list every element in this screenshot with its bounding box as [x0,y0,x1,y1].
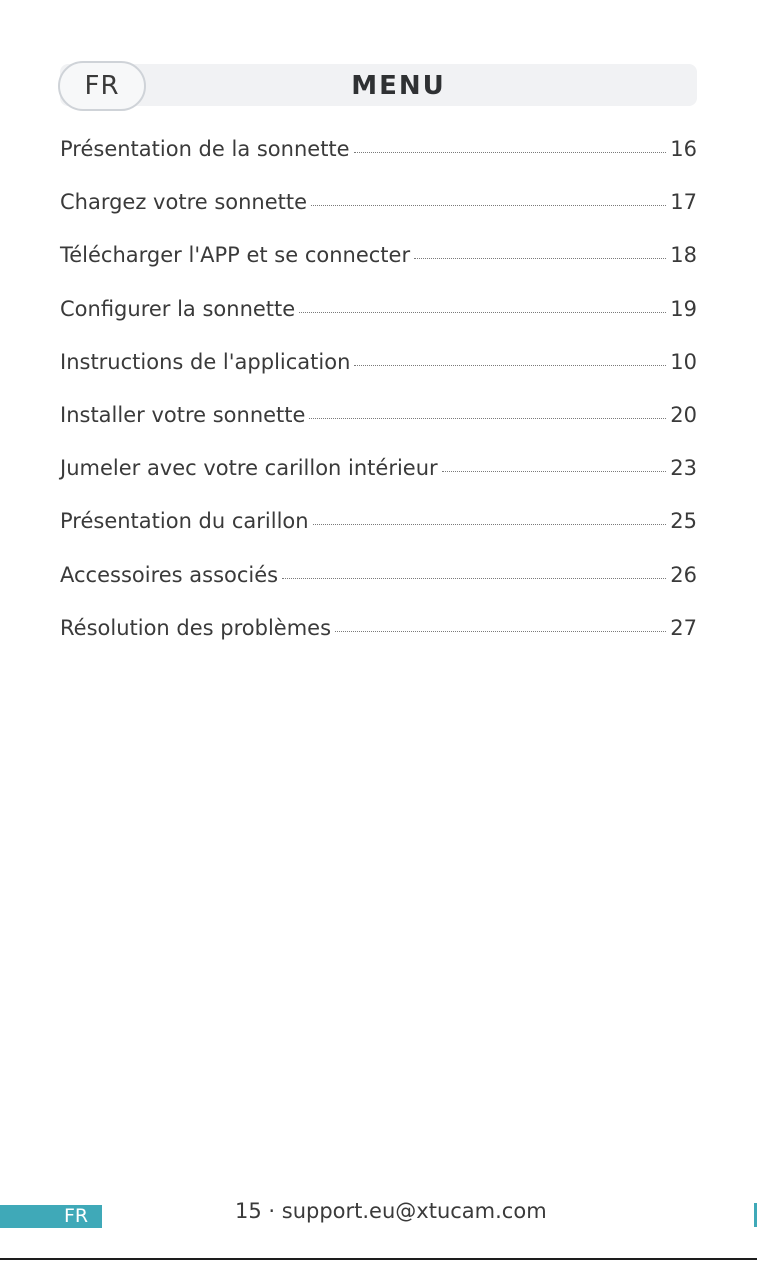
dot-leader [335,631,666,632]
toc-entry-page-number: 26 [670,562,697,587]
toc-entry-page-number: 16 [670,137,697,161]
language-badge-label: FR [84,71,120,101]
toc-entry-label: Chargez votre sonnette [60,190,308,215]
toc-entry-download-app[interactable] [60,243,697,296]
toc-entry-label: Présentation du carillon [60,509,309,534]
toc-entry-label: Résolution des problèmes [60,615,332,640]
toc-entry-configure-doorbell[interactable] [60,297,697,350]
toc-entry-label: Accessoires associés [60,562,279,587]
dot-leader [299,312,666,313]
toc-entry-label: Télécharger l'APP et se connecter [60,243,411,268]
toc-entry-app-instructions[interactable] [60,350,697,403]
toc-entry-page-number: 10 [670,349,697,374]
toc-entry-label: Installer votre sonnette [60,402,306,427]
table-of-contents [60,137,697,669]
dot-leader [282,578,666,579]
dot-leader [414,258,666,259]
dot-leader [354,152,667,153]
toc-entry-chime-overview[interactable] [60,509,697,562]
toc-entry-charge-doorbell[interactable] [60,190,697,243]
toc-entry-page-number: 18 [670,243,697,268]
toc-entry-page-number: 23 [670,456,697,481]
dot-leader [442,471,667,472]
toc-entry-doorbell-overview[interactable] [60,137,697,190]
toc-entry-troubleshooting[interactable] [60,616,697,669]
toc-entry-accessories[interactable] [60,563,697,616]
toc-entry-page-number: 20 [670,402,697,427]
toc-entry-label: Jumeler avec votre carillon intérieur [60,456,438,481]
language-badge [58,61,146,111]
footer-language-label: FR [64,1205,89,1227]
toc-entry-pair-chime[interactable] [60,456,697,509]
page-title: MENU [351,71,446,101]
toc-entry-page-number: 25 [670,509,697,534]
toc-entry-page-number: 27 [670,615,697,640]
footer-page-and-contact: 15 · support.eu@xtucam.com [235,1199,547,1223]
dot-leader [313,524,667,525]
toc-entry-page-number: 19 [670,296,697,321]
toc-entry-install-doorbell[interactable] [60,403,697,456]
toc-entry-label: Présentation de la sonnette [60,137,350,161]
bottom-divider [0,1258,757,1260]
toc-entry-page-number: 17 [670,190,697,215]
dot-leader [354,365,666,366]
dot-leader [309,418,666,419]
toc-entry-label: Configurer la sonnette [60,296,296,321]
toc-entry-label: Instructions de l'application [60,349,351,374]
dot-leader [311,205,666,206]
